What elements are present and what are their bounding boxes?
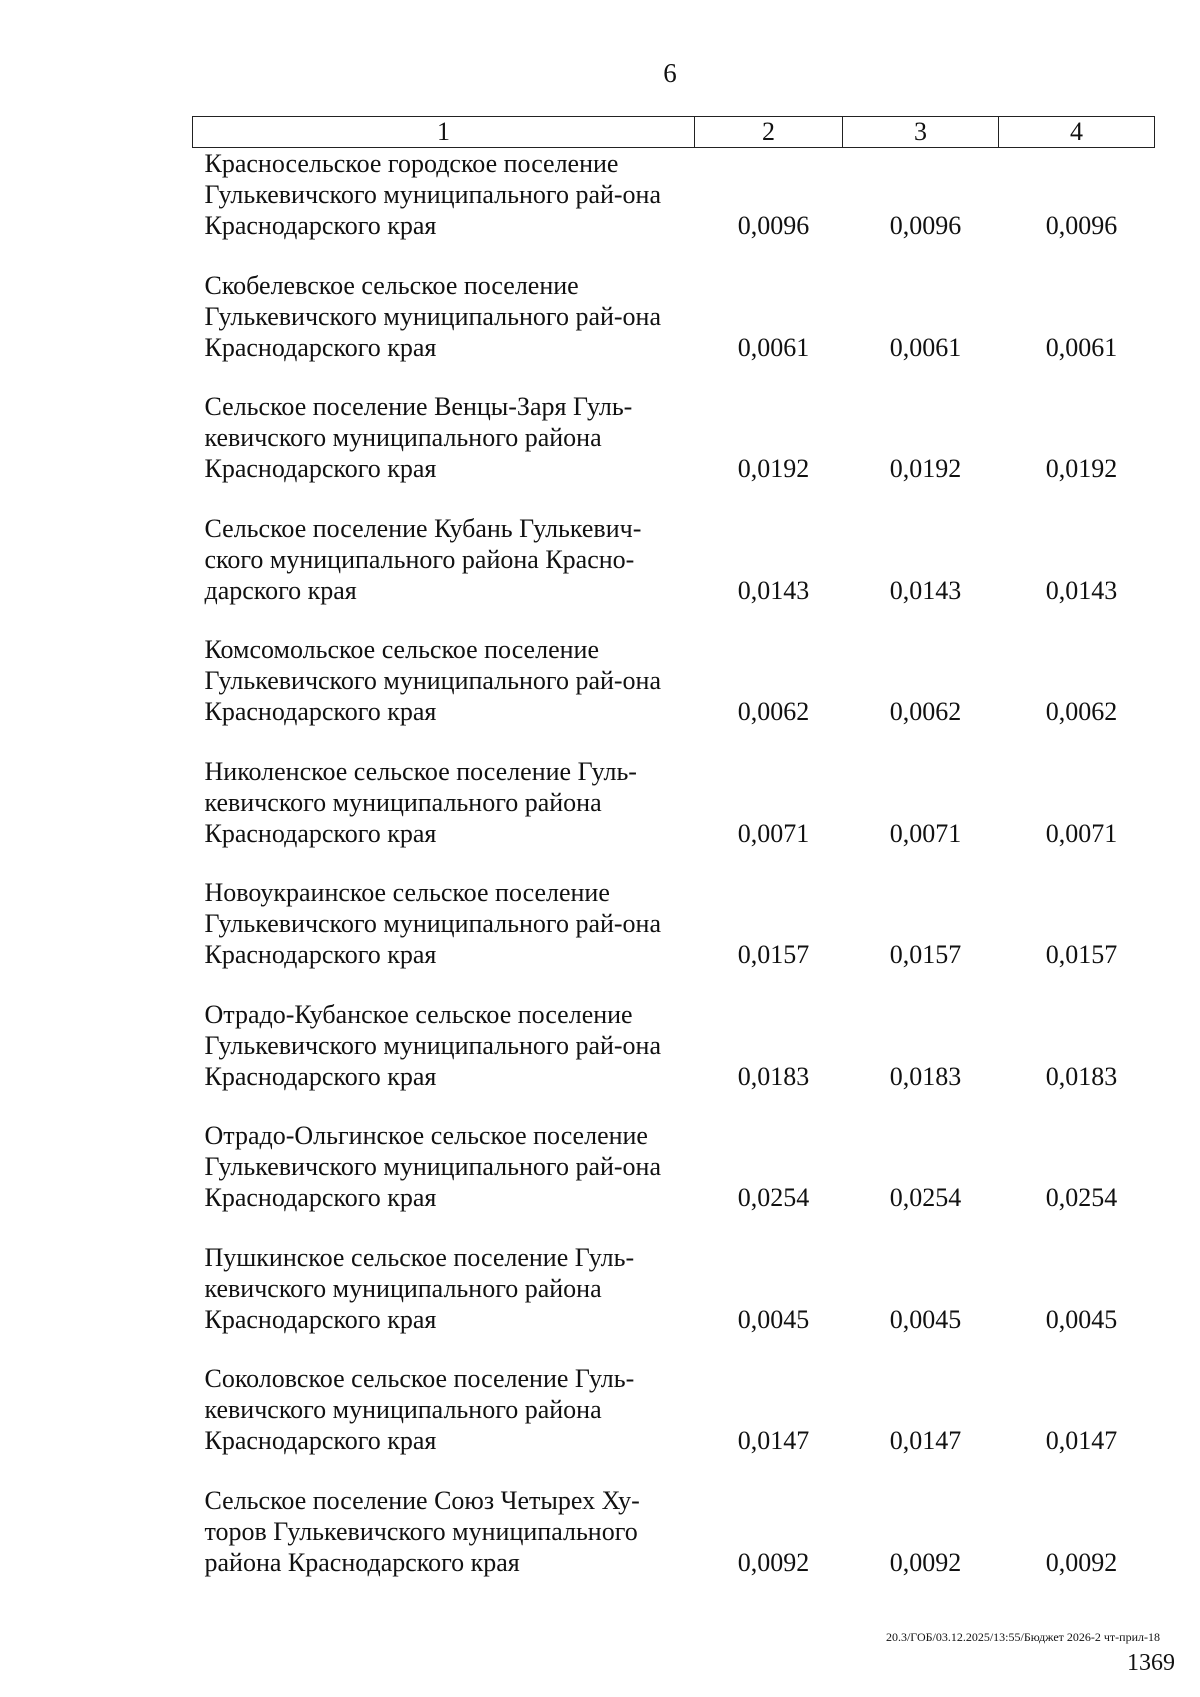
value-col-3: 0,0071 xyxy=(889,818,962,848)
value-col-2: 0,0254 xyxy=(737,1183,810,1212)
value-col-4: 0,0071 xyxy=(1045,818,1118,848)
settlement-name: Сельское поселение Венцы-Заря Гуль-кевичского муниципального района Краснодарского края xyxy=(204,392,633,483)
header-col-3: 3 xyxy=(843,117,999,148)
value-col-2: 0,0147 xyxy=(737,1426,810,1455)
value-col-4: 0,0092 xyxy=(1045,1547,1118,1577)
value-col-2: 0,0096 xyxy=(737,211,810,240)
table-row xyxy=(193,1341,1155,1463)
value-col-2: 0,0061 xyxy=(737,332,810,362)
value-col-4: 0,0096 xyxy=(1045,211,1118,240)
value-col-4: 0,0143 xyxy=(1045,575,1118,605)
value-col-4: 0,0045 xyxy=(1045,1304,1118,1334)
value-col-2: 0,0157 xyxy=(737,940,810,969)
settlement-name: Скобелевское сельское поселение Гулькевичского муниципального рай-она Краснодарского края xyxy=(204,270,662,362)
value-col-3: 0,0183 xyxy=(889,1061,962,1091)
value-col-3: 0,0147 xyxy=(889,1426,962,1455)
table-row xyxy=(193,1462,1155,1584)
value-col-2: 0,0143 xyxy=(737,575,810,605)
value-col-2: 0,0071 xyxy=(737,818,810,848)
table-row xyxy=(193,1098,1155,1220)
value-col-2: 0,0092 xyxy=(737,1547,810,1577)
header-col-1: 1 xyxy=(193,117,695,148)
table-row xyxy=(193,976,1155,1098)
table-row xyxy=(193,612,1155,734)
document-code: 20.3/ГОБ/03.12.2025/13:55/Бюджет 2026-2 чт-прил-18 xyxy=(885,1630,1160,1644)
value-col-3: 0,0096 xyxy=(889,211,962,240)
settlement-name: Николенское сельское поселение Гуль-кевичского муниципального района Краснодарского края xyxy=(204,756,637,848)
value-col-2: 0,0045 xyxy=(737,1304,810,1334)
value-col-3: 0,0092 xyxy=(889,1547,962,1577)
value-col-4: 0,0147 xyxy=(1045,1426,1118,1455)
value-col-4: 0,0061 xyxy=(1045,332,1118,362)
settlement-name: Красносельское городское поселение Гулькевичского муниципального рай-она Краснодарского края xyxy=(204,149,662,240)
table-row xyxy=(193,1219,1155,1341)
value-col-4: 0,0157 xyxy=(1045,940,1118,969)
header-col-2: 2 xyxy=(695,117,843,148)
value-col-4: 0,0254 xyxy=(1045,1183,1118,1212)
settlement-name: Новоукраинское сельское поселение Гулькевичского муниципального рай-она Краснодарского края xyxy=(204,878,662,969)
table-row xyxy=(193,855,1155,977)
header-col-4: 4 xyxy=(999,117,1155,148)
value-col-3: 0,0157 xyxy=(889,940,962,969)
value-col-2: 0,0192 xyxy=(737,454,810,483)
data-table xyxy=(192,116,1155,1584)
table-row xyxy=(193,247,1155,369)
table-row xyxy=(193,733,1155,855)
value-col-3: 0,0143 xyxy=(889,575,962,605)
footer-page-number: 1369 xyxy=(1127,1650,1175,1676)
value-col-4: 0,0183 xyxy=(1045,1061,1118,1091)
page-number: 6 xyxy=(663,58,677,88)
table-header-row xyxy=(193,117,1155,148)
settlement-name: Сельское поселение Кубань Гулькевич-ского муниципального района Красно-дарского края xyxy=(204,513,642,605)
table-row xyxy=(193,490,1155,612)
settlement-name: Пушкинское сельское поселение Гуль-кевичского муниципального района Краснодарского края xyxy=(204,1242,635,1334)
settlement-name: Соколовское сельское поселение Гуль-кевичского муниципального района Краснодарского края xyxy=(204,1364,635,1455)
value-col-3: 0,0045 xyxy=(889,1304,962,1334)
value-col-3: 0,0061 xyxy=(889,332,962,362)
settlement-name: Отрадо-Кубанское сельское поселение Гулькевичского муниципального рай-она Краснодарского края xyxy=(204,999,662,1091)
table-row xyxy=(193,148,1155,248)
table-row xyxy=(193,369,1155,491)
value-col-4: 0,0192 xyxy=(1045,454,1118,483)
value-col-3: 0,0192 xyxy=(889,454,962,483)
value-col-3: 0,0254 xyxy=(889,1183,962,1212)
settlement-name: Сельское поселение Союз Четырех Ху-торов Гулькевичского муниципального района Краснодарского края xyxy=(204,1485,640,1577)
value-col-4: 0,0062 xyxy=(1045,697,1118,726)
settlement-name: Отрадо-Ольгинское сельское поселение Гулькевичского муниципального рай-она Краснодарского края xyxy=(204,1121,662,1212)
settlement-name: Комсомольское сельское поселение Гулькевичского муниципального рай-она Краснодарского края xyxy=(204,635,662,726)
value-col-3: 0,0062 xyxy=(889,697,962,726)
value-col-2: 0,0062 xyxy=(737,697,810,726)
value-col-2: 0,0183 xyxy=(737,1061,810,1091)
